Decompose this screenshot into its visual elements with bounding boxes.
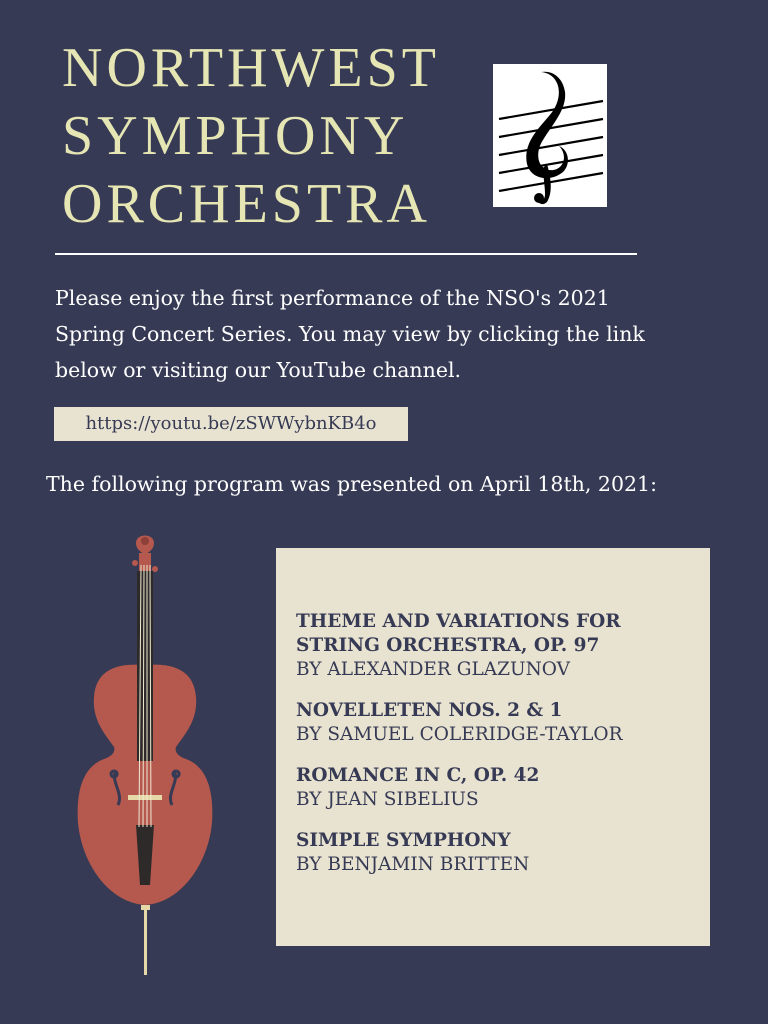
cello-illustration: [70, 525, 220, 980]
piece-composer: BY SAMUEL COLERIDGE-TAYLOR: [296, 724, 623, 745]
piece-composer: BY BENJAMIN BRITTEN: [296, 854, 530, 875]
piece-title: THEME AND VARIATIONS FOR STRING ORCHESTRA, OP. 97: [296, 611, 621, 656]
orchestra-logo: [493, 64, 607, 207]
program-item: [296, 699, 710, 747]
cello-icon: [70, 525, 220, 980]
header-divider: [55, 253, 637, 255]
piece-composer: BY JEAN SIBELIUS: [296, 789, 479, 810]
program-item: [296, 829, 710, 877]
program-item: [296, 610, 710, 682]
treble-clef-icon: [493, 64, 607, 207]
program-intro-text: The following program was presented on April 18th, 2021:: [46, 472, 657, 496]
orchestra-title: [62, 34, 440, 238]
piece-title: NOVELLETEN NOS. 2 & 1: [296, 700, 563, 721]
piece-composer: BY ALEXANDER GLAZUNOV: [296, 659, 570, 680]
piece-title: ROMANCE IN C, OP. 42: [296, 765, 540, 786]
title-line-1: NORTHWEST: [62, 37, 440, 99]
youtube-link[interactable]: https://youtu.be/zSWWybnKB4o: [54, 407, 408, 441]
program-card: [276, 548, 710, 946]
intro-text: Please enjoy the first performance of the NSO's 2021 Spring Concert Series. You may view by clicking the link below or visiting our YouTube channel.: [55, 286, 645, 382]
title-line-2: SYMPHONY: [62, 105, 409, 167]
title-line-3: ORCHESTRA: [62, 173, 431, 235]
piece-title: SIMPLE SYMPHONY: [296, 830, 511, 851]
program-item: [296, 764, 710, 812]
